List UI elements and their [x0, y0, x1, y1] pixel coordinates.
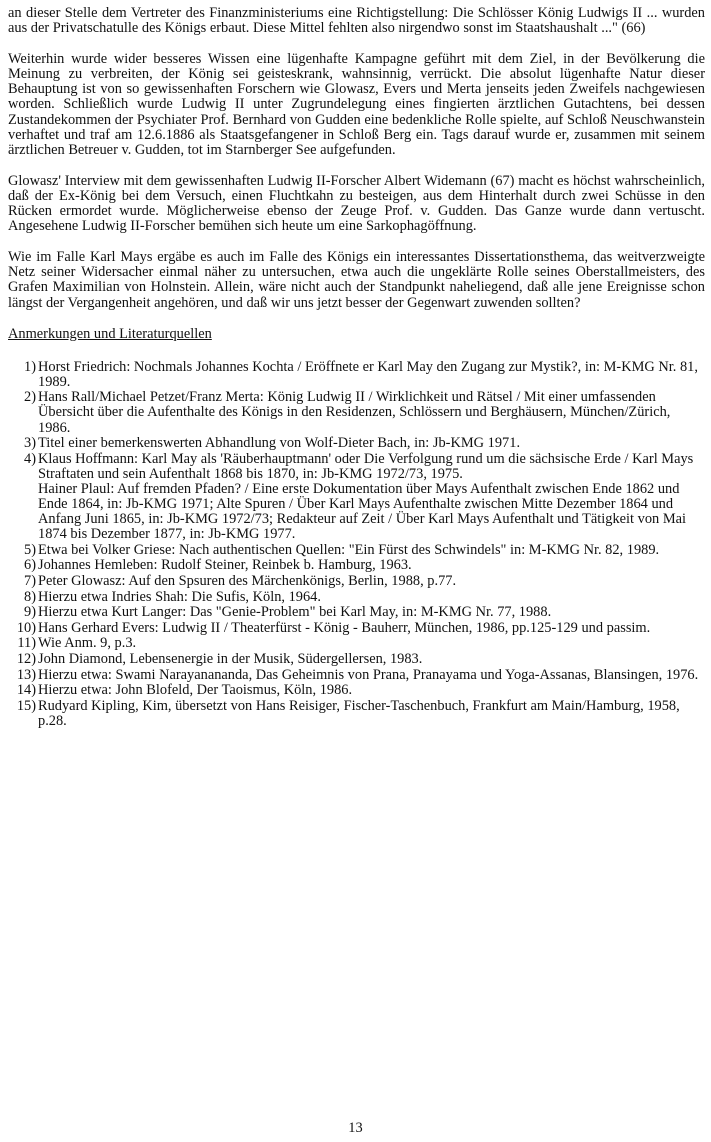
note-number: 2) [24, 389, 36, 406]
note-item [8, 390, 705, 435]
note-text: Horst Friedrich: Nochmals Johannes Kochta / Eröffnete er Karl May den Zugang zur Mystik?, in: M-KMG Nr. 81, 1989. [38, 358, 698, 390]
paragraph: Glowasz' Interview mit dem gewissenhaften Ludwig II-Forscher Albert Widemann (67) macht es höchst wahrscheinlich, daß der Ex-König bei dem Versuch, einen Fluchtkahn zu besteigen, aus dem Hinterhalt durch zwei Schüsse in den Rücken ermordet wurde. Möglicherweise ebenso der Zeuge Prof. v. Gudden. Das Ganze wurde dann vertuscht. Angesehene Ludwig II-Forscher bemühen sich heute um eine Sarkophagöffnung. [8, 172, 705, 235]
body-text [8, 6, 705, 311]
note-number: 5) [24, 541, 36, 558]
note-number: 10) [16, 619, 36, 636]
note-number: 3) [24, 435, 36, 452]
note-text: Wie Anm. 9, p.3. [38, 635, 137, 652]
note-text: John Diamond, Lebensenergie in der Musik, Südergellersen, 1983. [38, 650, 423, 667]
note-text: Klaus Hoffmann: Karl May als 'Räuberhauptmann' oder Die Verfolgung rund um die sächsische Erde / Karl Mays Straftaten und sein Aufenthalt 1868 bis 1870, in: Jb-KMG 1972/73, 1975. [38, 450, 694, 482]
paragraph: Weiterhin wurde wider besseres Wissen eine lügenhafte Kampagne geführt mit dem Ziel, in der Bevölkerung die Meinung zu verbreiten, der König sei geisteskrank, wahnsinnig, verrückt. Die absolut lügenhafte Natur dieser Behauptung ist von so gewissenhaften Forschern wie Glowasz, Evers und Merta jenseits jeden Zweifels nachgewiesen worden. Schließlich wurde Ludwig II unter Zugrundelegung eines fingierten ärztlichen Gutachtens, bei dessen Zustandekommen der Psychiater Prof. Bernhard von Gudden eine bedenkliche Rolle spielte, auf Schloß Neuschwanstein verhaftet und traf am 12.6.1886 als Staatsgefangener in Schloß Berg ein. Tags darauf wurde er, zusammen mit seinem ärztlichen Betreuer v. Gudden, tot im Starnberger See aufgefunden. [8, 51, 705, 158]
note-item [8, 543, 705, 558]
paragraph: Wie im Falle Karl Mays ergäbe es auch im Falle des Königs ein interessantes Dissertationsthema, das weitverzweigte Netz seiner Widersacher einmal näher zu untersuchen, etwa auch die ungeklärte Rolle seines Oberstallmeisters, des Grafen Maximilian von Holnstein. Allein, wäre nicht auch der Standpunkt naheliegend, daß alle jene Ereignisse schon längst der Vergangenheit angehören, und daß wir uns jetzt besser der Gegenwart zuwenden sollten? [8, 249, 705, 311]
note-item [8, 574, 705, 589]
note-item [8, 360, 705, 390]
note-text: Rudyard Kipling, Kim, übersetzt von Hans Reisiger, Fischer-Taschenbuch, Frankfurt am Main/Hamburg, 1958, p.28. [38, 697, 680, 729]
note-text: Hainer Plaul: Auf fremden Pfaden? / Eine erste Dokumentation über Mays Aufenthalt zwischen Ende 1862 und Ende 1864, in: Jb-KMG 1971; Alte Spuren / Über Karl Mays Aufenthalte zwischen Mitte Dezember 1864 und Anfang Juni 1865, in: Jb-KMG 1972/73; Redakteur auf Zeit / Über Karl Mays Aufenthalt und Tätigkeit von Mai 1874 bis Dezember 1877, in: Jb-KMG 1977. [38, 480, 686, 543]
note-item [8, 590, 705, 605]
note-item [8, 699, 705, 729]
note-item [8, 652, 705, 667]
note-item [8, 668, 705, 683]
note-number: 12) [16, 650, 36, 667]
note-text: Hans Gerhard Evers: Ludwig II / Theaterfürst - König - Bauherr, München, 1986, pp.125-129 und passim. [38, 619, 651, 636]
note-text: Hierzu etwa: Swami Narayanananda, Das Geheimnis von Prana, Pranayama und Yoga-Assanas, Blansingen, 1976. [38, 666, 699, 683]
note-text: Hierzu etwa: John Blofeld, Der Taoismus, Köln, 1986. [38, 682, 353, 699]
note-text: Johannes Hemleben: Rudolf Steiner, Reinbek b. Hamburg, 1963. [38, 557, 412, 574]
note-text: Hierzu etwa Indries Shah: Die Sufis, Köln, 1964. [38, 588, 321, 605]
note-number: 14) [16, 682, 36, 699]
note-text: Hans Rall/Michael Petzet/Franz Merta: König Ludwig II / Wirklichkeit und Rätsel / Mit einer umfassenden Übersicht über die Aufenthalte des Königs in den Residenzen, Schlössern und Berghäusern, München/Zürich, 1986. [38, 389, 671, 436]
note-number: 9) [24, 604, 36, 621]
paragraph: an dieser Stelle dem Vertreter des Finanzministeriums eine Richtigstellung: Die Schlösser König Ludwigs II ... wurden aus der Privatschatulle des Königs erbaut. Diese Mittel fehlten also nirgendwo sonst im Staatshaushalt ..." (66) [8, 5, 705, 37]
note-item [8, 558, 705, 573]
note-number: 8) [24, 588, 36, 605]
note-item [8, 605, 705, 620]
notes-list [8, 360, 705, 729]
note-number: 1) [24, 358, 36, 375]
note-number: 13) [16, 666, 36, 683]
note-text: Peter Glowasz: Auf den Spsuren des Märchenkönigs, Berlin, 1988, p.77. [38, 573, 457, 589]
note-number: 15) [16, 697, 36, 714]
note-text: Etwa bei Volker Griese: Nach authentischen Quellen: "Ein Fürst des Schwindels" in: M-KMG Nr. 82, 1989. [38, 541, 660, 558]
note-number: 7) [24, 573, 36, 589]
note-item [8, 436, 705, 451]
page-number: 13 [348, 1119, 363, 1136]
note-number: 4) [24, 450, 36, 467]
note-item [8, 683, 705, 698]
note-item [8, 452, 705, 543]
note-text: Titel einer bemerkenswerten Abhandlung von Wolf-Dieter Bach, in: Jb-KMG 1971. [38, 435, 521, 452]
note-text: Hierzu etwa Kurt Langer: Das "Genie-Problem" bei Karl May, in: M-KMG Nr. 77, 1988. [38, 604, 552, 621]
note-item [8, 636, 705, 651]
note-item [8, 621, 705, 636]
note-number: 6) [24, 557, 36, 574]
notes-heading: Anmerkungen und Literaturquellen [8, 325, 212, 342]
note-number: 11) [17, 635, 36, 652]
